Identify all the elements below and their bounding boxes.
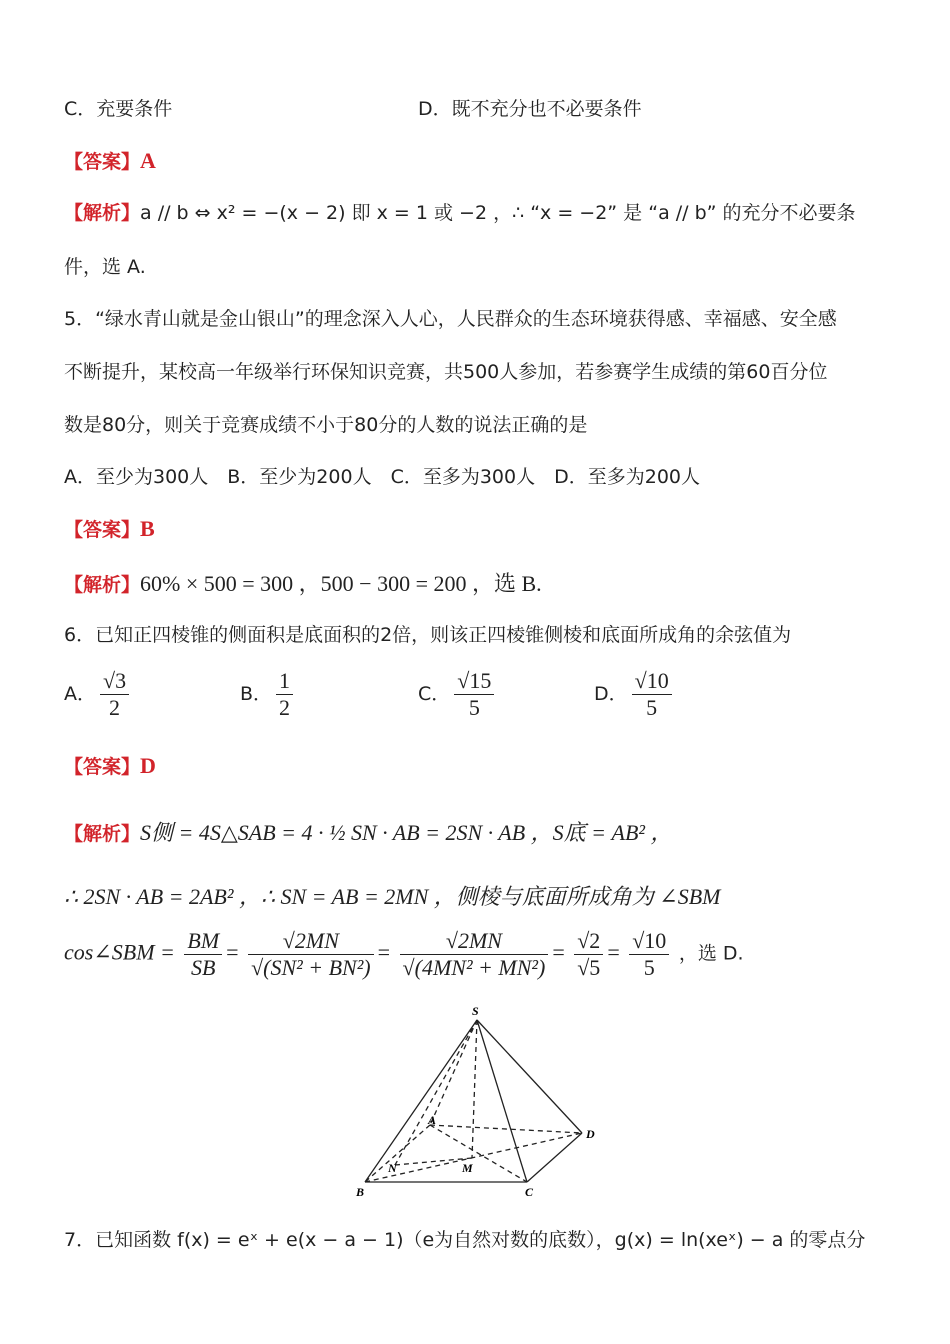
q4-analysis-cont: 件，选 A. (64, 256, 146, 278)
q5-line2: 不断提升，某校高一年级举行环保知识竞赛，共500人参加，若参赛学生成绩的第60百分位 (64, 361, 828, 383)
analysis-label: 【解析】 (64, 202, 141, 224)
q6-analysis-line2: ∴ 2SN · AB = 2AB² ，∴ SN = AB = 2MN ，侧棱与底面所成角为 ∠SBM (64, 884, 721, 909)
q5-line1: 5．“绿水青山就是金山银山”的理念深入人心，人民群众的生态环境获得感、幸福感、安全感 (64, 308, 837, 330)
analysis-label: 【解析】 (64, 574, 141, 596)
analysis-text: 60% × 500 = 300 ，500 − 300 = 200 ，选 B. (140, 571, 542, 596)
label-c: C (525, 1185, 534, 1199)
analysis-label: 【解析】 (64, 823, 141, 845)
q6-stem: 6．已知正四棱锥的侧面积是底面积的2倍，则该正四棱锥侧棱和底面所成角的余弦值为 (64, 624, 792, 646)
label-d: D (586, 1127, 595, 1141)
q7-line1: 7．已知函数 f(x) = eˣ + e(x − a − 1)（e为自然对数的底数），g(x) = ln(xeˣ) − a 的零点分 (64, 1229, 866, 1251)
q6-option-a: A． $\frac{√3}{2}$ (64, 668, 133, 721)
label-m: M (462, 1161, 473, 1175)
q6-option-d: D． $\frac{√10}{5}$ (594, 668, 676, 721)
analysis-text: a // b ⇔ x² = −(x − 2) 即 x = 1 或 −2 ，∴ “x = −2” 是 “a // b” 的充分不必要条 (140, 202, 856, 224)
q6-option-b: B． $\frac{1}{2}$ (240, 668, 297, 721)
answer-label: 【答案】 (64, 151, 141, 173)
answer-label: 【答案】 (64, 756, 141, 778)
q5-options: A．至少为300人 B．至少为200人 C．至多为300人 D．至多为200人 (64, 466, 700, 488)
label-n: N (388, 1161, 397, 1175)
label-s: S (472, 1004, 479, 1018)
label-a: A (428, 1113, 437, 1127)
q6-option-c: C． $\frac{√15}{5}$ (418, 668, 498, 721)
answer-value: A (140, 148, 156, 173)
q5-line3: 数是80分，则关于竞赛成绩不小于80分的人数的说法正确的是 (64, 414, 588, 436)
answer-value: B (140, 516, 155, 541)
label-b: B (356, 1185, 365, 1199)
q4-option-c: C．充要条件 (64, 98, 173, 120)
q6-analysis-line3: cos∠SBM = $\frac{BM}{SB}$ = $\frac{√2MN}{\text{√(SN² + BN²)}}$ = $\frac{√2MN}{\text{√(4MN² + MN²)}}$ = $\frac{√2}{√5}$ = $\frac{√10}{5}$ ，选 D. (64, 928, 744, 980)
analysis-text: S侧 = 4S△SAB = 4 · ½ SN · AB = 2SN · AB ，S底 = AB² ， (140, 820, 673, 845)
q4-option-d: D．既不充分也不必要条件 (418, 98, 642, 120)
answer-label: 【答案】 (64, 519, 141, 541)
answer-value: D (140, 753, 156, 778)
